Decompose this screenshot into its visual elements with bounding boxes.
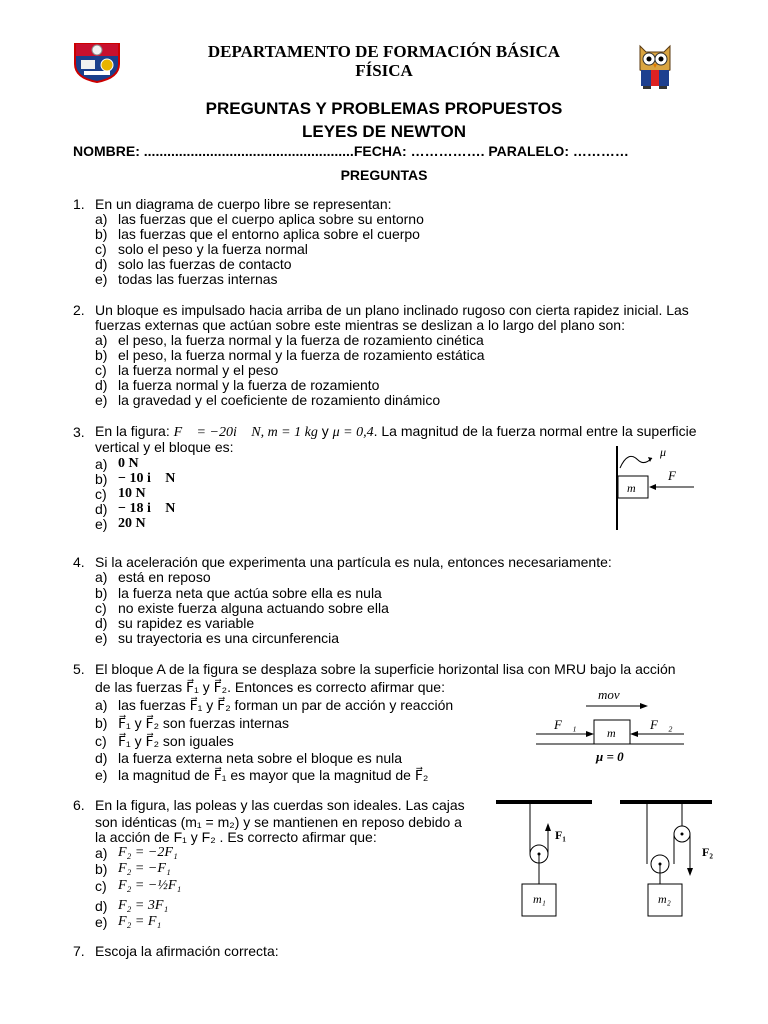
subject-heading: FÍSICA: [355, 61, 413, 80]
option-letter: d): [95, 501, 108, 517]
block-mass-label: m: [627, 481, 636, 495]
mass-equation: m = 1 kg: [267, 425, 318, 440]
option-letter: e): [95, 516, 108, 532]
option-text: la fuerza normal y la fuerza de rozamiento: [118, 377, 380, 393]
option-text: la fuerza neta que actúa sobre ella es nula: [118, 585, 382, 601]
option-text: la magnitud de F⃗₁ es mayor que la magnitud de F⃗₂: [118, 767, 429, 783]
option-text: su trayectoria es una circunferencia: [118, 630, 339, 646]
f1-label: F⃗₁: [554, 717, 577, 732]
question-number: 4.: [73, 554, 85, 570]
option-letter: d): [95, 377, 108, 393]
option-letter: c): [95, 878, 107, 894]
option-text: F₂ = −2F₁: [118, 845, 178, 860]
friction-label: μ: [660, 445, 667, 459]
option-text: está en reposo: [118, 569, 211, 585]
option-letter: a): [95, 697, 108, 713]
option-letter: b): [95, 861, 108, 877]
option-text: − 18 i⃗ N: [118, 501, 176, 516]
option-text: las fuerzas que el cuerpo aplica sobre su entorno: [118, 211, 424, 227]
question-stem: Escoja la afirmación correcta:: [95, 943, 279, 959]
question-stem: En la figura, las poleas y las cuerdas son ideales. Las cajas: [95, 797, 465, 813]
option-letter: b): [95, 471, 108, 487]
option-text: las fuerzas que el entorno aplica sobre el cuerpo: [118, 226, 420, 242]
option-letter: a): [95, 845, 108, 861]
option-text: todas las fuerzas internas: [118, 271, 278, 287]
question-stem: En un diagrama de cuerpo libre se representan:: [95, 196, 392, 212]
f2-arrowhead: [687, 868, 693, 876]
f2-label: F₂: [702, 845, 713, 859]
question-stem: la acción de F₁ y F₂ . Es correcto afirmar que:: [95, 829, 377, 845]
option-letter: c): [95, 241, 107, 257]
option-letter: d): [95, 256, 108, 272]
option-letter: b): [95, 347, 108, 363]
pulley-axle: [681, 833, 684, 836]
option-letter: e): [95, 271, 108, 287]
question-number: 1.: [73, 196, 85, 212]
option-letter: c): [95, 600, 107, 616]
option-letter: b): [95, 585, 108, 601]
f1-label: F₁: [555, 828, 566, 842]
question-stem: Un bloque es impulsado hacia arriba de un plano inclinado rugoso con cierta rapidez inicial. Las: [95, 302, 689, 318]
option-letter: e): [95, 630, 108, 646]
option-text: el peso, la fuerza normal y la fuerza de rozamiento estática: [118, 347, 485, 363]
option-text: la fuerza externa neta sobre el bloque es nula: [118, 750, 403, 766]
stem-text: En la figura:: [95, 423, 174, 439]
option-letter: b): [95, 226, 108, 242]
section-heading: PREGUNTAS: [340, 167, 428, 183]
f2-label: F⃗₂: [650, 717, 673, 732]
motion-arrowhead: [640, 703, 648, 709]
option-text: F₂ = 3F₁: [118, 898, 169, 913]
option-letter: a): [95, 456, 108, 472]
option-text: 0 N: [118, 456, 139, 471]
force-label: F⃗: [668, 468, 687, 483]
question-stem: de las fuerzas F⃗₁ y F⃗₂. Entonces es correcto afirmar que:: [95, 679, 445, 695]
f2-arrowhead: [630, 731, 638, 737]
option-text: F⃗₁ y F⃗₂ son iguales: [118, 733, 234, 749]
option-text: no existe fuerza alguna actuando sobre ella: [118, 600, 389, 616]
m1-label: m₁: [533, 892, 546, 906]
option-text: el peso, la fuerza normal y la fuerza de rozamiento cinética: [118, 332, 484, 348]
question-stem: vertical y el bloque es:: [95, 439, 234, 455]
option-letter: e): [95, 914, 108, 930]
option-text: la fuerza normal y el peso: [118, 362, 279, 378]
option-text: solo las fuerzas de contacto: [118, 256, 292, 272]
option-letter: b): [95, 715, 108, 731]
question-stem: son idénticas (m₁ = m₂) y se mantienen en reposo debido a: [95, 814, 462, 830]
option-letter: a): [95, 211, 108, 227]
option-letter: d): [95, 750, 108, 766]
question-stem: [95, 424, 697, 440]
question-number: 5.: [73, 661, 85, 677]
option-text: F₂ = −F₁: [118, 861, 171, 876]
department-heading: DEPARTAMENTO DE FORMACIÓN BÁSICA: [207, 42, 561, 61]
option-letter: d): [95, 615, 108, 631]
question-number: 3.: [73, 424, 85, 440]
option-letter: c): [95, 733, 107, 749]
q5-figure: [532, 684, 692, 768]
stem-text: y: [317, 423, 333, 439]
q3-figure: [608, 442, 708, 534]
question-stem: El bloque A de la figura se desplaza sobre la superficie horizontal lisa con MRU bajo la acción: [95, 661, 676, 677]
question-number: 7.: [73, 943, 85, 959]
option-text: 10 N: [118, 486, 146, 501]
option-letter: c): [95, 362, 107, 378]
m2-label: m₂: [658, 892, 671, 906]
surface-friction-label: μ = 0: [596, 749, 624, 764]
option-letter: e): [95, 767, 108, 783]
block-mass-label: m: [607, 726, 616, 740]
option-letter: a): [95, 569, 108, 585]
question-stem: Si la aceleración que experimenta una partícula es nula, entonces necesariamente:: [95, 554, 612, 570]
force-arrowhead: [649, 484, 656, 490]
student-form-line: NOMBRE: ......................................................FECHA: ……………. PARALELO: …………: [73, 143, 629, 159]
q6-figure: [492, 796, 716, 922]
option-letter: e): [95, 392, 108, 408]
f1-arrowhead: [545, 823, 551, 831]
option-text: las fuerzas F⃗₁ y F⃗₂ forman un par de acción y reacción: [118, 697, 454, 713]
option-text: solo el peso y la fuerza normal: [118, 241, 308, 257]
option-letter: a): [95, 332, 108, 348]
motion-label: mov: [598, 687, 620, 702]
force-equation: F⃗ = −20i⃗ N,: [173, 425, 268, 440]
question-number: 6.: [73, 797, 85, 813]
option-letter: c): [95, 486, 107, 502]
friction-indicator: [620, 456, 652, 468]
question-stem: fuerzas externas que actúan sobre este mientras se deslizan a lo largo del plano son:: [95, 317, 625, 333]
stem-text: . La magnitud de la fuerza normal entre la superficie: [373, 423, 697, 439]
f1-arrowhead: [586, 731, 594, 737]
option-letter: d): [95, 898, 108, 914]
option-text: F₂ = −½F₁: [118, 878, 182, 893]
option-text: la gravedad y el coeficiente de rozamiento dinámico: [118, 392, 441, 408]
option-text: − 10 i⃗ N: [118, 471, 176, 486]
question-number: 2.: [73, 302, 85, 318]
option-text: F⃗₁ y F⃗₂ son fuerzas internas: [118, 715, 290, 731]
option-text: 20 N: [118, 516, 146, 531]
option-text: F₂ = F₁: [118, 914, 162, 929]
option-text: su rapidez es variable: [118, 615, 255, 631]
page-subtitle: LEYES DE NEWTON: [301, 122, 467, 141]
page-title: PREGUNTAS Y PROBLEMAS PROPUESTOS: [205, 99, 563, 118]
friction-equation: μ = 0,4: [332, 425, 374, 440]
